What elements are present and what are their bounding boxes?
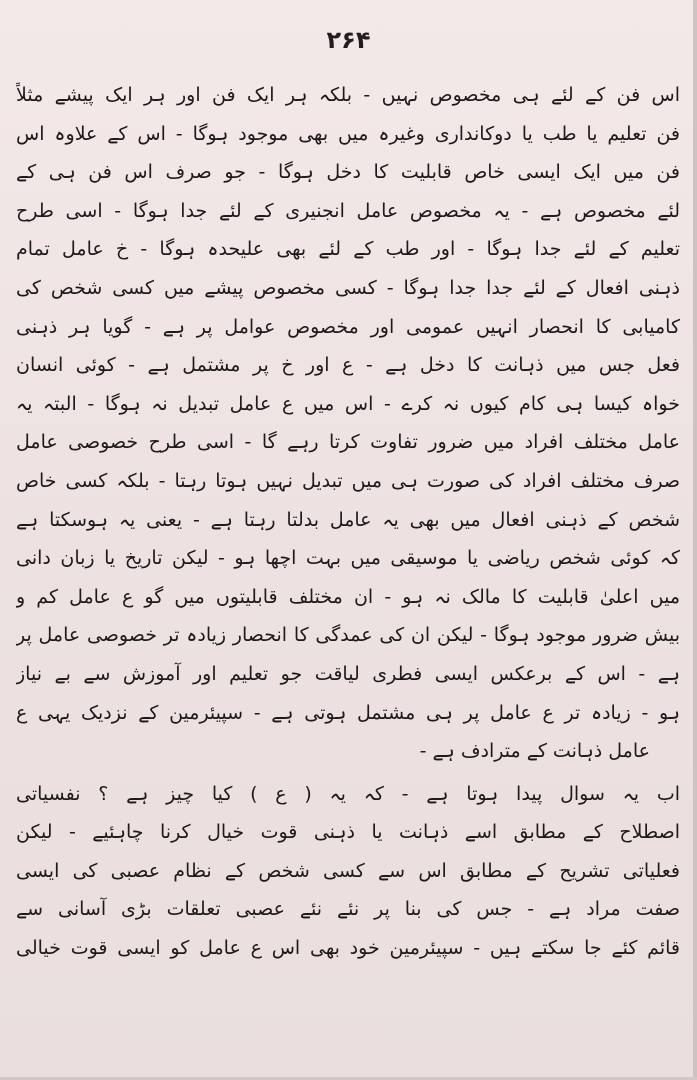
text-line: بیش ضرور موجود ہوگا - لیکن ان کی عمدگی کا انحصار زیادہ تر خصوصی عامل پر [16, 624, 680, 647]
text-line: اس فن کے لئے ہی مخصوص نہیں - بلکہ ہر ایک فن اور ہر ایک پیشے مثلاً [16, 84, 680, 106]
text-line: تعلیم کے لئے جدا ہوگا - اور طب کے لئے بھی علیحدہ ہوگا - خ عامل تمام [16, 238, 680, 261]
text-line: کہ کوئی شخص ریاضی یا موسیقی میں بہت اچھا ہو - لیکن تاریخ یا زبان دانی [16, 547, 680, 570]
text-line: فن تعلیم یا طب یا دوکانداری وغیرہ میں بھی موجود ہوگا - اس کے علاوہ اس [16, 122, 680, 145]
text-line: ہو - زیادہ تر ع عامل پر ہی مشتمل ہوتی ہے - سپیئرمین کے نزدیک یہی ع [16, 701, 680, 724]
text-line: صفت مراد ہے - جس کی بنا پر نئے نئے عصبی تعلقات بڑی آسانی سے [16, 898, 680, 921]
page-edge [693, 0, 697, 1080]
text-line-last: عامل ذہانت کے مترادف ہے - [419, 740, 650, 763]
text-line: ذہنی افعال کے لئے جدا جدا ہوگا - کسی مخصوص پیشے میں کسی شخص کی [16, 276, 680, 299]
text-line: شخص کے ذہنی افعال میں بھی یہ عامل بدلتا رہتا ہے - یعنی یہ ہوسکتا ہے [16, 508, 680, 531]
text-line: ہے - اس کے برعکس ایسی فطری لیاقت جو تعلیم اور آموزش سے بے نیاز [16, 662, 680, 685]
text-line: فن میں ایک ایسی خاص قابلیت کا دخل ہوگا - جو صرف اس فن ہی کے [16, 161, 680, 184]
text-line: لئے مخصوص ہے - یہ مخصوص عامل انجنیری کے لئے جدا ہوگا - اسی طرح [16, 199, 680, 222]
text-line: عامل مختلف افراد میں ضرور تفاوت کرتا رہے گا - اسی طرح خصوصی عامل [16, 431, 680, 454]
text-line: فعل جس میں ذہانت کا دخل ہے - ع اور خ پر مشتمل ہے - کوئی انسان [16, 354, 680, 377]
text-line: فعلیاتی تشریح کے مطابق اس سے کسی شخص کے نظام عصبی کی ایسی [16, 859, 680, 882]
paragraph-1 [16, 76, 680, 771]
text-line: اب یہ سوال پیدا ہوتا ہے - کہ یہ ( ع ) کیا چیز ہے ؟ نفسیاتی [16, 782, 680, 805]
paragraph-2 [16, 775, 680, 968]
text-line: صرف مختلف افراد کی صورت ہی میں تبدیل نہیں ہوتا رہتا - بلکہ کسی خاص [16, 469, 680, 492]
text-line: میں اعلیٰ قابلیت کا مالک نہ ہو - ان مختلف قابلیتوں میں گو ع عامل کم و [16, 585, 680, 608]
page-number: ۲۶۴ [326, 26, 371, 54]
text-line: اصطلاح کے مطابق اسے ذہانت یا ذہنی قوت خیال کرنا چاہئیے - لیکن [16, 821, 680, 844]
page-body-text [16, 76, 680, 968]
text-line: خواہ کیسا ہی کام کیوں نہ کرے - اس میں ع عامل تبدیل نہ ہوگا - البتہ یہ [16, 392, 680, 415]
text-line: قائم کئے جا سکتے ہیں - سپیئرمین خود بھی اس ع عامل کو ایسی قوت خیالی [16, 937, 680, 960]
text-line: کامیابی کا انحصار انہیں عمومی اور مخصوص عوامل پر ہے - گویا ہر ذہنی [16, 315, 680, 338]
